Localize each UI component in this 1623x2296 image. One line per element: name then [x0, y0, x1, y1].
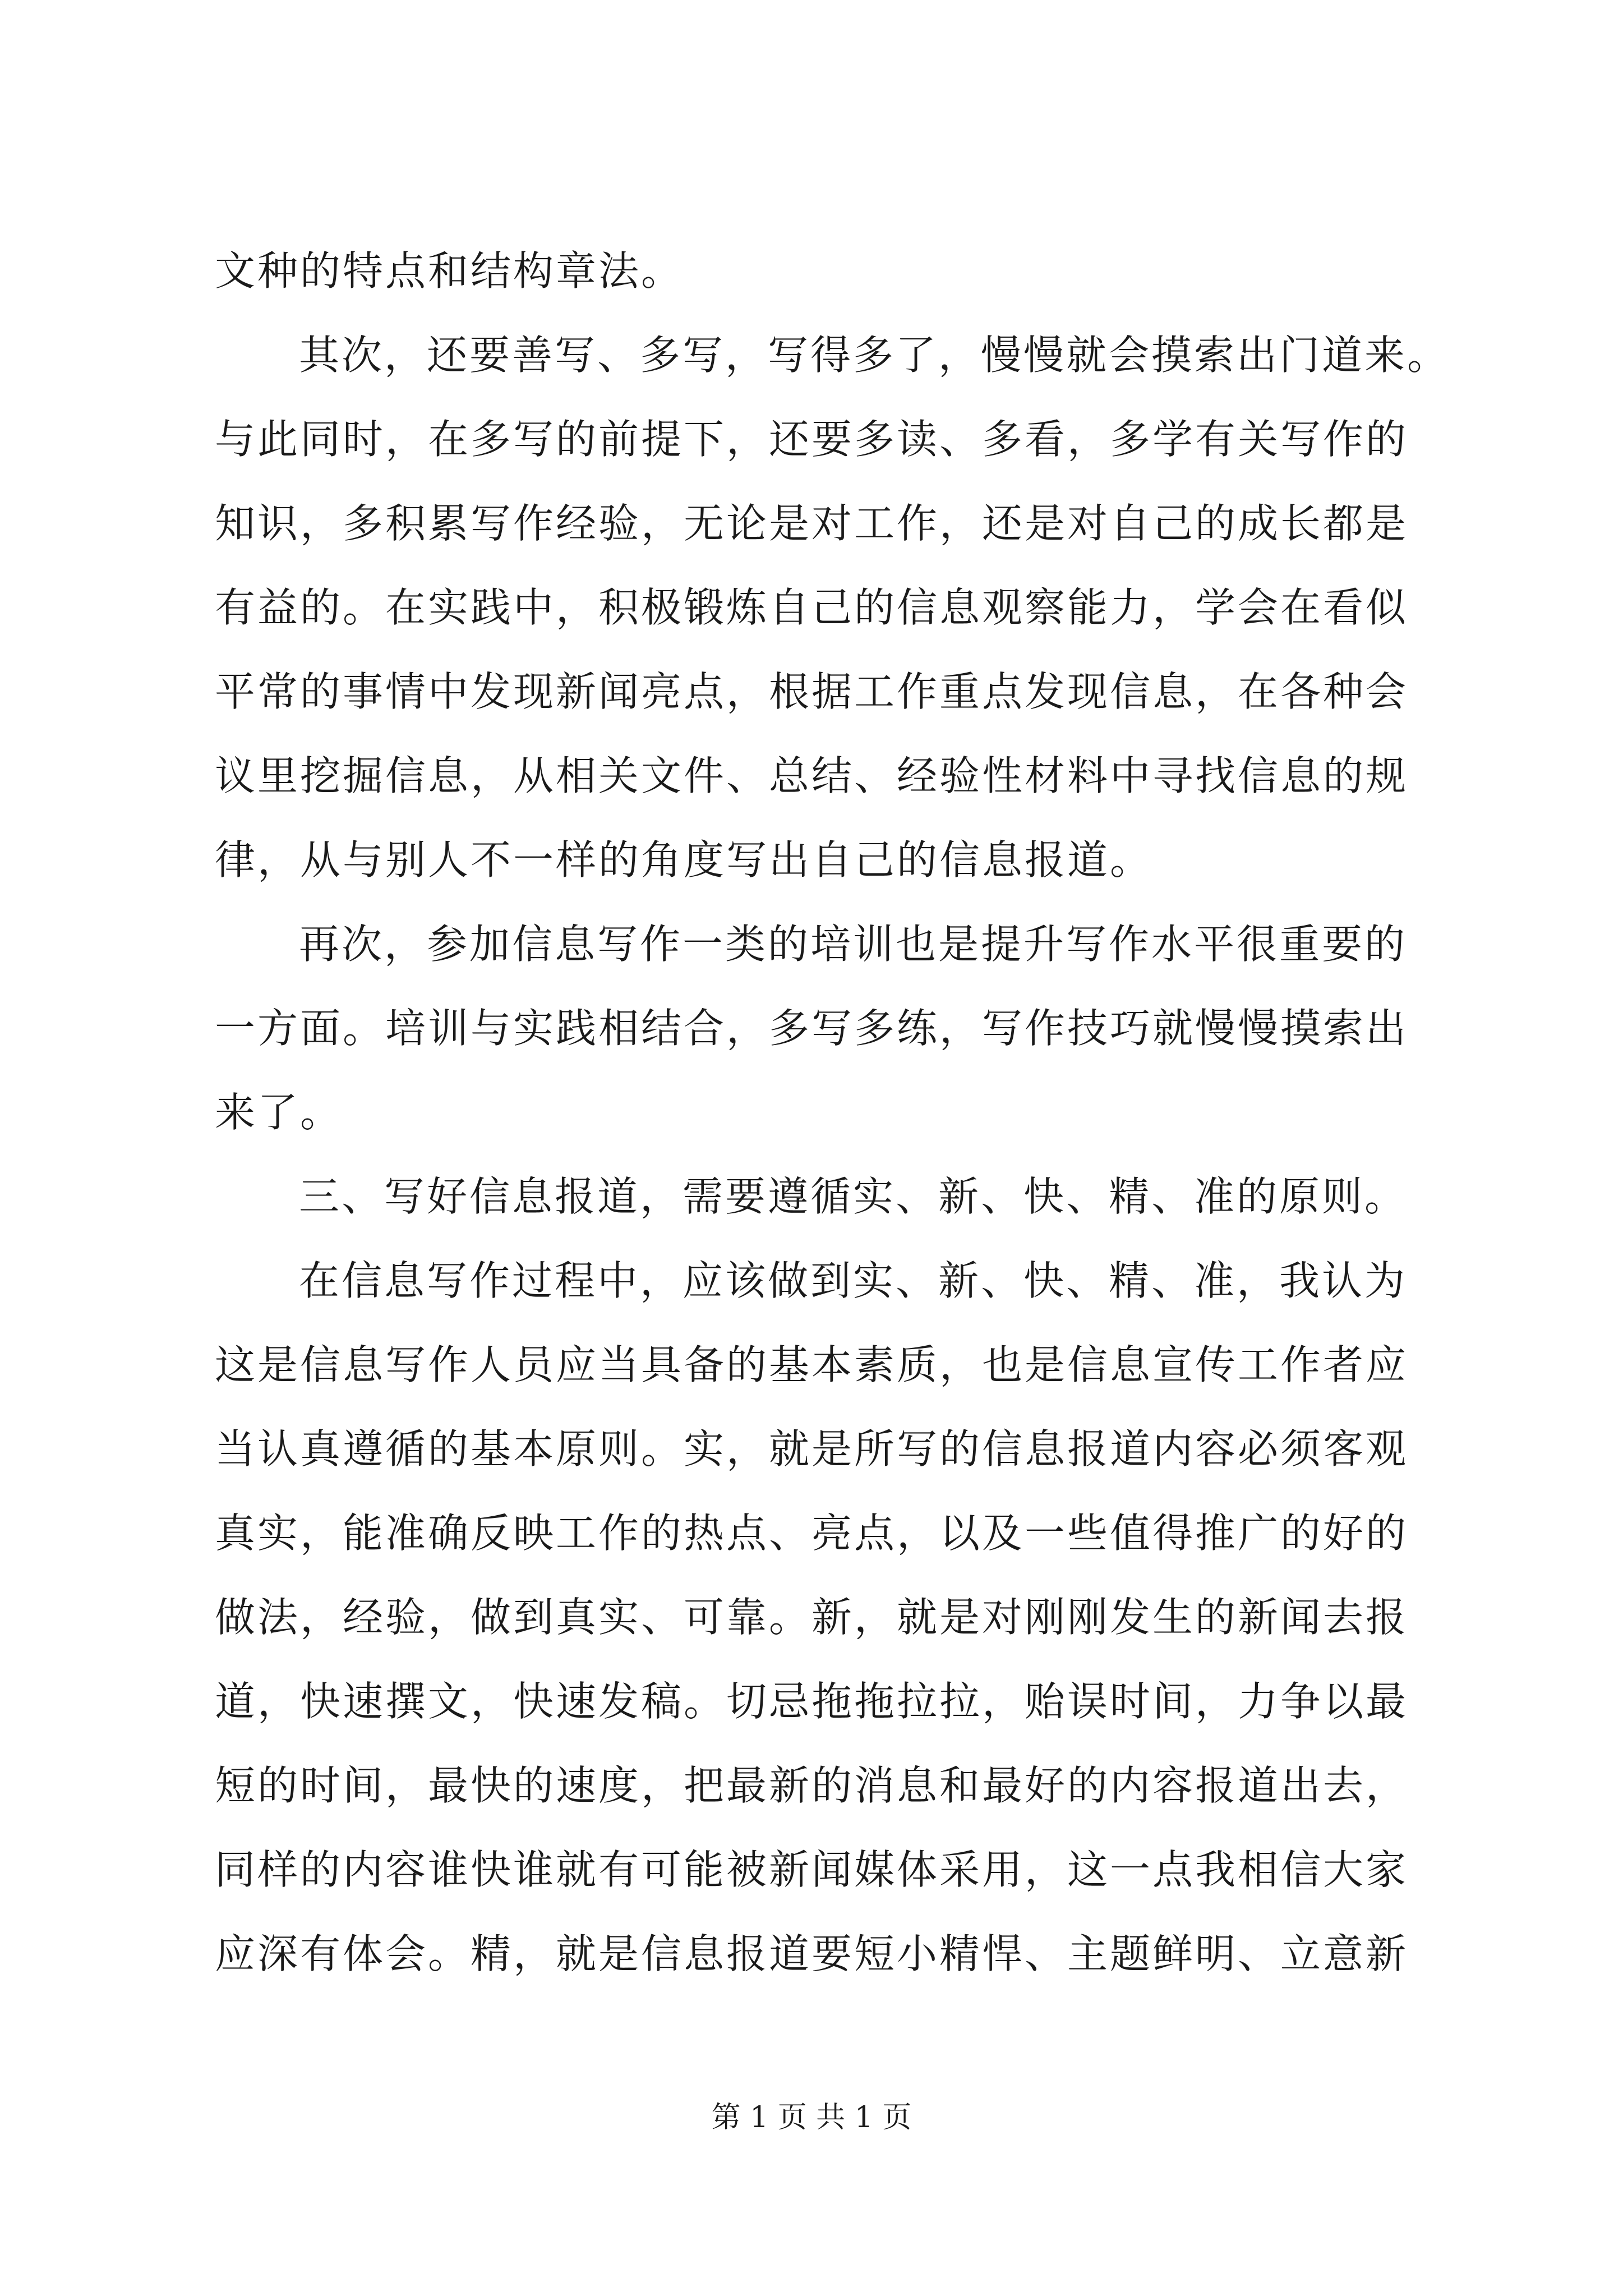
paragraph-first-line: 再次，参加信息写作一类的培训也是提升写作水平很重要的: [299, 921, 1408, 968]
text-line: 真实，能准确反映工作的热点、亮点，以及一些值得推广的好的: [215, 1510, 1409, 1557]
paragraph-first-line: 在信息写作过程中，应该做到实、新、快、精、准，我认为: [299, 1257, 1408, 1304]
text-line: 一方面。培训与实践相结合，多写多练，写作技巧就慢慢摸索出: [215, 1005, 1409, 1052]
text-line: 文种的特点和结构章法。: [215, 247, 684, 295]
text-line: 应深有体会。精，就是信息报道要短小精悍、主题鲜明、立意新: [215, 1930, 1409, 1977]
text-line: 道，快速撰文，快速发稿。切忌拖拖拉拉，贻误时间，力争以最: [215, 1678, 1409, 1725]
text-line: 当认真遵循的基本原则。实，就是所写的信息报道内容必须客观: [215, 1425, 1409, 1473]
text-line: 有益的。在实践中，积极锻炼自己的信息观察能力，学会在看似: [215, 584, 1409, 631]
text-line: 短的时间，最快的速度，把最新的消息和最好的内容报道出去，: [215, 1762, 1409, 1809]
text-line: 同样的内容谁快谁就有可能被新闻媒体采用，这一点我相信大家: [215, 1846, 1409, 1893]
page-footer: 第 1 页 共 1 页: [711, 2101, 912, 2134]
text-line: 平常的事情中发现新闻亮点，根据工作重点发现信息，在各种会: [215, 668, 1409, 715]
text-line: 议里挖掘信息，从相关文件、总结、经验性材料中寻找信息的规: [215, 752, 1409, 799]
text-line: 做法，经验，做到真实、可靠。新，就是对刚刚发生的新闻去报: [215, 1594, 1409, 1641]
text-line: 知识，多积累写作经验，无论是对工作，还是对自己的成长都是: [215, 500, 1409, 547]
text-line: 与此同时，在多写的前提下，还要多读、多看，多学有关写作的: [215, 416, 1409, 463]
text-line: 来了。: [215, 1089, 343, 1136]
text-line: 律，从与别人不一样的角度写出自己的信息报道。: [215, 836, 1153, 884]
paragraph-first-line: 其次，还要善写、多写，写得多了，慢慢就会摸索出门道来。: [299, 332, 1450, 379]
text-line: 这是信息写作人员应当具备的基本素质，也是信息宣传工作者应: [215, 1341, 1409, 1388]
section-heading: 三、写好信息报道，需要遵循实、新、快、精、准的原则。: [299, 1173, 1408, 1220]
